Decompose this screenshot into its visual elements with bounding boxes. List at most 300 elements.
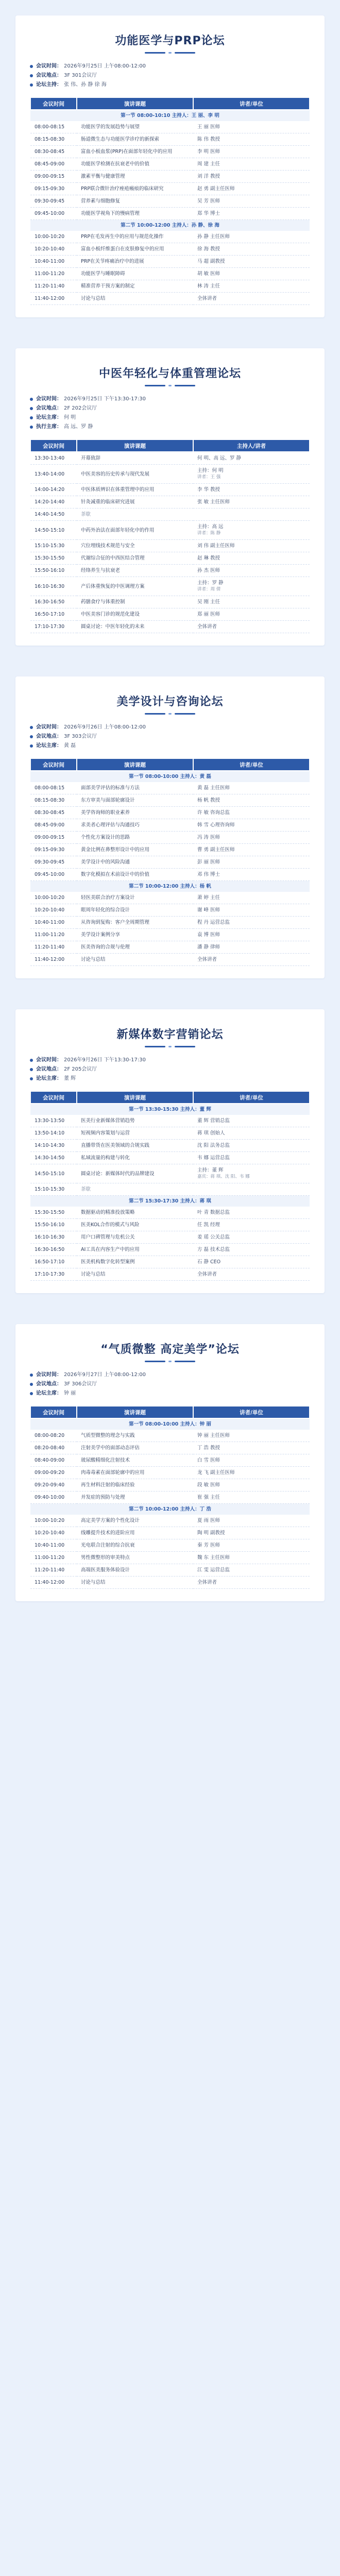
time-cell: 14:40-14:50 <box>30 509 77 521</box>
time-cell: 10:20-10:40 <box>30 243 77 256</box>
table-row <box>30 133 310 146</box>
speaker-cell: 谢 峰 医师 <box>193 904 310 917</box>
topic-cell: 产后体重恢复的中医调理方案 <box>77 577 193 596</box>
speaker-cell: 徐 海 教授 <box>193 243 310 256</box>
time-cell: 08:30-08:45 <box>30 146 77 158</box>
speaker-cell: 龙 飞 副主任医师 <box>193 1467 310 1479</box>
meta-row <box>30 1370 310 1380</box>
speaker-cell: 丁 浩 教授 <box>193 1442 310 1454</box>
table-row <box>30 208 310 220</box>
meta-key: 会议地点： <box>36 1066 62 1072</box>
time-cell: 15:50-16:10 <box>30 1219 77 1231</box>
time-cell: 10:40-11:00 <box>30 917 77 929</box>
time-cell: 11:20-11:40 <box>30 280 77 293</box>
meta-value: 2026年9月25日 上午08:00-12:00 <box>64 63 146 69</box>
speaker-cell: 主持：罗 静 讲者：周 倩 <box>193 577 310 596</box>
speaker-cell: 胡 敏 医师 <box>193 268 310 280</box>
meta-key: 会议时间： <box>36 1372 62 1378</box>
topic-cell: AI工具在内容生产中的应用 <box>77 1244 193 1256</box>
session-label: 第二节 15:30-17:30 主持人：蒋 琪 <box>30 1196 310 1207</box>
table-row <box>30 608 310 621</box>
topic-cell: 再生材料注射的临床经验 <box>77 1479 193 1492</box>
time-cell: 17:10-17:30 <box>30 1268 77 1281</box>
table-header: 会议时间 <box>30 1091 77 1104</box>
table-row <box>30 496 310 509</box>
topic-cell: 圆桌讨论：中医年轻化的未来 <box>77 621 193 633</box>
table-row <box>30 577 310 596</box>
topic-cell: 并发症的预防与处理 <box>77 1492 193 1504</box>
topic-cell: 男性微整形的审美特点 <box>77 1552 193 1564</box>
meta-row <box>30 1074 310 1083</box>
table-row <box>30 158 310 171</box>
table-row <box>30 1430 310 1442</box>
table-row <box>30 807 310 819</box>
meta-key: 会议地点： <box>36 734 62 739</box>
topic-cell: PRP在关节疼痛治疗中的进展 <box>77 256 193 268</box>
meta-value: 3F 303会议厅 <box>64 734 97 739</box>
topic-cell: 肠道微生态与功能医学诊疗的新探索 <box>77 133 193 146</box>
table-row <box>30 954 310 966</box>
time-cell: 16:30-16:50 <box>30 596 77 608</box>
topic-cell: 富血小板纤维蛋白在皮肤修复中的应用 <box>77 243 193 256</box>
topic-cell: 黄金比例在鼻整形设计中的应用 <box>77 844 193 856</box>
table-row <box>30 819 310 832</box>
time-cell: 13:50-14:10 <box>30 1127 77 1140</box>
time-cell: 16:10-16:30 <box>30 577 77 596</box>
meta-value: 2026年9月25日 下午13:30-17:30 <box>64 396 146 402</box>
table-header: 会议时间 <box>30 1406 77 1418</box>
topic-cell: 讨论与总结 <box>77 293 193 305</box>
meta-row <box>30 404 310 413</box>
meta-key: 论坛主席： <box>36 743 62 749</box>
table-row <box>30 782 310 794</box>
speaker-cell: 韩 雪 心理咨询师 <box>193 819 310 832</box>
table-row <box>30 146 310 158</box>
topic-cell: 中医美容门诊的规范化建设 <box>77 608 193 621</box>
topic-cell: 私域流量的构建与转化 <box>77 1152 193 1164</box>
topic-cell: 注射美学中的面部动态评估 <box>77 1442 193 1454</box>
table-header: 讲者/单位 <box>193 1091 310 1104</box>
bullet-icon <box>30 1392 33 1395</box>
speaker-cell: 方 磊 技术总监 <box>193 1244 310 1256</box>
meta-value: 张 伟、孙 静 徐 海 <box>64 82 107 88</box>
speaker-cell: 董 辉 营销总监 <box>193 1115 310 1127</box>
speaker-cell: 张 敏 主任医师 <box>193 496 310 509</box>
meta-row <box>30 80 310 90</box>
forum-title: 新媒体数字营销论坛 <box>116 1028 224 1041</box>
forum-title: “气质微整 高定美学”论坛 <box>100 1343 240 1356</box>
topic-cell: 茶歇 <box>77 1183 193 1196</box>
bullet-icon <box>30 1068 33 1071</box>
table-row <box>30 1183 310 1196</box>
meta-value: 3F 306会议厅 <box>64 1381 97 1387</box>
table-row <box>30 552 310 565</box>
time-cell: 08:30-08:45 <box>30 807 77 819</box>
topic-cell: 功能医学视角下的慢病管理 <box>77 208 193 220</box>
table-row <box>30 929 310 941</box>
speaker-cell: 姜 瑶 公关总监 <box>193 1231 310 1244</box>
time-cell: 11:00-11:20 <box>30 268 77 280</box>
forum-section <box>15 1324 325 1601</box>
time-cell: 14:50-15:10 <box>30 1164 77 1183</box>
topic-cell: 线雕提升技术的进阶应用 <box>77 1527 193 1539</box>
topic-cell: 气质型微整的理念与实践 <box>77 1430 193 1442</box>
topic-cell: 精准营养干预方案的制定 <box>77 280 193 293</box>
session-row <box>30 1196 310 1207</box>
table-header: 讲者/单位 <box>193 1406 310 1418</box>
topic-cell: 数据驱动的精准投放策略 <box>77 1207 193 1219</box>
meta-value: 高 远、罗 静 <box>64 424 93 430</box>
topic-cell: 医美咨询的合规与伦理 <box>77 941 193 954</box>
time-cell: 09:45-10:00 <box>30 869 77 881</box>
meta-row <box>30 1056 310 1065</box>
time-cell: 16:50-17:10 <box>30 1256 77 1268</box>
time-cell: 09:00-09:15 <box>30 832 77 844</box>
time-cell: 10:40-11:00 <box>30 1539 77 1552</box>
speaker-cell: 陈 伟 教授 <box>193 133 310 146</box>
table-row <box>30 1231 310 1244</box>
table-row <box>30 280 310 293</box>
time-cell: 09:20-09:40 <box>30 1479 77 1492</box>
table-row <box>30 565 310 577</box>
time-cell: 08:40-09:00 <box>30 1454 77 1467</box>
table-row <box>30 1268 310 1281</box>
time-cell: 09:45-10:00 <box>30 208 77 220</box>
session-label: 第一节 13:30-15:30 主持人：董 辉 <box>30 1104 310 1115</box>
topic-cell: 营养素与细胞修复 <box>77 195 193 208</box>
speaker-cell: 任 凯 经理 <box>193 1219 310 1231</box>
forum-meta <box>30 723 310 751</box>
meta-key: 会议地点： <box>36 1381 62 1387</box>
forum-section <box>15 348 325 646</box>
table-row <box>30 465 310 484</box>
time-cell: 10:00-10:20 <box>30 1515 77 1527</box>
speaker-cell: 马 超 副教授 <box>193 256 310 268</box>
speaker-cell: 彭 丽 医师 <box>193 856 310 869</box>
session-label: 第二节 10:00-12:00 主持人：杨 帆 <box>30 881 310 892</box>
time-cell: 15:30-15:50 <box>30 552 77 565</box>
speaker-cell: 主持：何 明 讲者：王 强 <box>193 465 310 484</box>
time-cell: 11:40-12:00 <box>30 293 77 305</box>
forum-section <box>15 15 325 317</box>
topic-cell: 用户口碑管理与危机公关 <box>77 1231 193 1244</box>
topic-cell: 中医美容的历史传承与现代发展 <box>77 465 193 484</box>
meta-row <box>30 71 310 80</box>
meta-key: 论坛主席： <box>36 1391 62 1396</box>
speaker-cell: 全体讲者 <box>193 621 310 633</box>
topic-cell: PRP联合微针治疗痤疮瘢痕的临床研究 <box>77 183 193 195</box>
speaker-cell: 孙 杰 医师 <box>193 565 310 577</box>
forum-title: 中医年轻化与体重管理论坛 <box>98 367 241 380</box>
forum-meta <box>30 62 310 90</box>
time-cell: 08:00-08:15 <box>30 121 77 133</box>
topic-cell: 功能医学检测在抗衰老中的价值 <box>77 158 193 171</box>
topic-cell: 经络养生与抗衰老 <box>77 565 193 577</box>
table-header: 讲者/单位 <box>193 97 310 110</box>
meta-value: 钟 丽 <box>64 1391 76 1396</box>
table-row <box>30 1527 310 1539</box>
speaker-cell: 许 敏 咨询总监 <box>193 807 310 819</box>
table-row <box>30 869 310 881</box>
topic-cell: 眼周年轻化的综合设计 <box>77 904 193 917</box>
time-cell: 11:20-11:40 <box>30 941 77 954</box>
speaker-cell: 赵 琳 教授 <box>193 552 310 565</box>
speaker-cell: 全体讲者 <box>193 293 310 305</box>
topic-cell: 医美KOL合作的模式与风险 <box>77 1219 193 1231</box>
speaker-cell: 主持：高 远 讲者：陈 静 <box>193 521 310 540</box>
forum-meta <box>30 395 310 432</box>
bullet-icon <box>30 83 33 87</box>
table-header: 会议时间 <box>30 97 77 110</box>
speaker-cell: 何 明、高 远、罗 静 <box>193 452 310 465</box>
session-label: 第一节 08:00-10:10 主持人：王 丽、李 明 <box>30 110 310 121</box>
bullet-icon <box>30 1383 33 1386</box>
meta-key: 论坛主席： <box>36 415 62 420</box>
topic-cell: 面部美学评估的标准与方法 <box>77 782 193 794</box>
speaker-cell: 周 建 主任 <box>193 158 310 171</box>
table-row <box>30 1152 310 1164</box>
topic-cell: 个性化方案设计的思路 <box>77 832 193 844</box>
session-label: 第一节 08:00-10:00 主持人：钟 丽 <box>30 1418 310 1430</box>
table-row <box>30 1479 310 1492</box>
topic-cell: 功能医学的发展趋势与展望 <box>77 121 193 133</box>
agenda-table <box>30 758 310 966</box>
table-row <box>30 1492 310 1504</box>
time-cell: 10:40-11:00 <box>30 256 77 268</box>
time-cell: 08:00-08:15 <box>30 782 77 794</box>
time-cell: 15:10-15:30 <box>30 540 77 552</box>
meta-key: 会议时间： <box>36 63 62 69</box>
time-cell: 15:30-15:50 <box>30 1207 77 1219</box>
topic-cell: 短视频内容策划与运营 <box>77 1127 193 1140</box>
speaker-cell: 蒋 琪 创始人 <box>193 1127 310 1140</box>
time-cell: 08:45-09:00 <box>30 819 77 832</box>
forum-meta <box>30 1056 310 1083</box>
time-cell: 15:10-15:30 <box>30 1183 77 1196</box>
speaker-cell: 赵 勇 副主任医师 <box>193 183 310 195</box>
time-cell: 08:20-08:40 <box>30 1442 77 1454</box>
speaker-cell: 邓 伟 博士 <box>193 869 310 881</box>
time-cell: 09:40-10:00 <box>30 1492 77 1504</box>
topic-cell: 针灸减重的临床研究进展 <box>77 496 193 509</box>
topic-cell: 圆桌讨论：新媒体时代的品牌建设 <box>77 1164 193 1183</box>
topic-cell: 从咨询到复购：客户全周期管理 <box>77 917 193 929</box>
table-row <box>30 452 310 465</box>
table-row <box>30 904 310 917</box>
session-row <box>30 220 310 231</box>
table-row <box>30 1564 310 1577</box>
agenda-table <box>30 439 310 633</box>
time-cell: 10:00-10:20 <box>30 231 77 243</box>
speaker-cell <box>193 509 310 521</box>
topic-cell: 富血小板血浆(PRP)在面部年轻化中的应用 <box>77 146 193 158</box>
time-cell: 16:50-17:10 <box>30 608 77 621</box>
bullet-icon <box>30 416 33 419</box>
speaker-cell: 全体讲者 <box>193 954 310 966</box>
table-row <box>30 856 310 869</box>
meta-value: 黄 磊 <box>64 743 76 749</box>
time-cell: 13:30-13:50 <box>30 1115 77 1127</box>
bullet-icon <box>30 407 33 410</box>
table-row <box>30 844 310 856</box>
topic-cell: 讨论与总结 <box>77 954 193 966</box>
table-row <box>30 183 310 195</box>
table-row <box>30 1515 310 1527</box>
meta-value: 2F 205会议厅 <box>64 1066 97 1072</box>
time-cell: 09:30-09:45 <box>30 856 77 869</box>
bullet-icon <box>30 65 33 68</box>
topic-cell: PRP在毛发再生中的应用与规范化操作 <box>77 231 193 243</box>
speaker-cell: 孙 静 主任医师 <box>193 231 310 243</box>
bullet-icon <box>30 74 33 77</box>
table-row <box>30 596 310 608</box>
topic-cell: 激素平衡与健康管理 <box>77 171 193 183</box>
topic-cell: 美学设计案例分享 <box>77 929 193 941</box>
time-cell: 16:10-16:30 <box>30 1231 77 1244</box>
bullet-icon <box>30 744 33 748</box>
speaker-cell: 杨 帆 教授 <box>193 794 310 807</box>
meta-key: 执行主席： <box>36 424 62 430</box>
time-cell: 14:10-14:30 <box>30 1140 77 1152</box>
meta-row <box>30 1380 310 1389</box>
meta-key: 论坛主持： <box>36 82 62 88</box>
table-row <box>30 794 310 807</box>
meta-key: 会议地点： <box>36 73 62 78</box>
bullet-icon <box>30 426 33 429</box>
topic-cell: 中医体质辨识在体重管理中的应用 <box>77 484 193 496</box>
time-cell: 14:50-15:10 <box>30 521 77 540</box>
topic-cell: 求美者心理评估与沟通技巧 <box>77 819 193 832</box>
speaker-cell: 段 敏 医师 <box>193 1479 310 1492</box>
time-cell: 11:40-12:00 <box>30 1577 77 1589</box>
topic-cell: 讨论与总结 <box>77 1268 193 1281</box>
title-divider <box>30 385 310 386</box>
time-cell: 14:20-14:40 <box>30 496 77 509</box>
table-row <box>30 484 310 496</box>
meta-value: 3F 301会议厅 <box>64 73 97 78</box>
speaker-cell: 林 涛 主任 <box>193 280 310 293</box>
speaker-cell: 钟 丽 主任医师 <box>193 1430 310 1442</box>
agenda-table <box>30 1091 310 1281</box>
topic-cell: 穴位埋线技术规范与安全 <box>77 540 193 552</box>
time-cell: 10:00-10:20 <box>30 892 77 904</box>
time-cell: 09:00-09:15 <box>30 171 77 183</box>
time-cell: 10:20-10:40 <box>30 1527 77 1539</box>
speaker-cell: 白 雪 医师 <box>193 1454 310 1467</box>
topic-cell: 肉毒毒素在面部轮廓中的应用 <box>77 1467 193 1479</box>
speaker-cell: 主持：董 辉 嘉宾：蒋 琪、沈 阳、韦 娜 <box>193 1164 310 1183</box>
table-row <box>30 1577 310 1589</box>
session-row <box>30 881 310 892</box>
topic-cell: 光电联合注射的综合抗衰 <box>77 1539 193 1552</box>
title-divider <box>30 713 310 715</box>
speaker-cell: 李 华 教授 <box>193 484 310 496</box>
bullet-icon <box>30 398 33 401</box>
session-row <box>30 1104 310 1115</box>
table-header: 演讲课题 <box>77 439 193 452</box>
table-row <box>30 1219 310 1231</box>
meta-row <box>30 1389 310 1398</box>
table-row <box>30 256 310 268</box>
table-row <box>30 540 310 552</box>
time-cell: 08:45-09:00 <box>30 158 77 171</box>
table-row <box>30 1244 310 1256</box>
table-row <box>30 917 310 929</box>
time-cell: 11:00-11:20 <box>30 929 77 941</box>
speaker-cell: 刘 伟 副主任医师 <box>193 540 310 552</box>
meta-row <box>30 62 310 71</box>
table-header: 会议时间 <box>30 439 77 452</box>
forum-section <box>15 676 325 978</box>
agenda-table <box>30 97 310 305</box>
table-row <box>30 621 310 633</box>
topic-cell: 美学设计中的风险沟通 <box>77 856 193 869</box>
speaker-cell: 李 明 医师 <box>193 146 310 158</box>
table-header: 演讲课题 <box>77 97 193 110</box>
speaker-cell: 全体讲者 <box>193 1268 310 1281</box>
time-cell: 16:30-16:50 <box>30 1244 77 1256</box>
speaker-cell: 萧 婷 主任 <box>193 892 310 904</box>
topic-cell: 东方审美与面部轮廓设计 <box>77 794 193 807</box>
forum-section <box>15 1009 325 1293</box>
table-header: 主持人/讲者 <box>193 439 310 452</box>
time-cell: 13:40-14:00 <box>30 465 77 484</box>
meta-row <box>30 395 310 404</box>
topic-cell: 讨论与总结 <box>77 1577 193 1589</box>
table-row <box>30 1454 310 1467</box>
session-row <box>30 771 310 782</box>
speaker-cell: 郑 丽 医师 <box>193 608 310 621</box>
agenda-table <box>30 1405 310 1589</box>
speaker-cell: 程 丹 运营总监 <box>193 917 310 929</box>
speaker-cell: 陶 明 副教授 <box>193 1527 310 1539</box>
topic-cell: 轻医美联合治疗方案设计 <box>77 892 193 904</box>
meta-row <box>30 422 310 432</box>
meta-value: 董 辉 <box>64 1076 76 1081</box>
time-cell: 10:20-10:40 <box>30 904 77 917</box>
time-cell: 09:15-09:30 <box>30 844 77 856</box>
session-label: 第二节 10:00-12:00 主持人：丁 浩 <box>30 1504 310 1515</box>
speaker-cell: 郑 华 博士 <box>193 208 310 220</box>
meta-row <box>30 1065 310 1074</box>
meta-value: 2F 202会议厅 <box>64 405 97 411</box>
forum-meta <box>30 1370 310 1398</box>
table-row <box>30 1140 310 1152</box>
session-row <box>30 1504 310 1515</box>
table-row <box>30 195 310 208</box>
topic-cell: 医美机构数字化转型案例 <box>77 1256 193 1268</box>
session-row <box>30 1418 310 1430</box>
meta-key: 论坛主席： <box>36 1076 62 1081</box>
speaker-cell: 冯 涛 医师 <box>193 832 310 844</box>
table-row <box>30 1115 310 1127</box>
session-row <box>30 110 310 121</box>
title-divider <box>30 1361 310 1362</box>
table-row <box>30 1207 310 1219</box>
topic-cell: 高端医美服务体验设计 <box>77 1564 193 1577</box>
table-row <box>30 832 310 844</box>
bullet-icon <box>30 1374 33 1377</box>
topic-cell: 高定美学方案的个性化设计 <box>77 1515 193 1527</box>
table-row <box>30 1442 310 1454</box>
meta-row <box>30 732 310 741</box>
table-row <box>30 293 310 305</box>
speaker-cell: 沈 阳 法务总监 <box>193 1140 310 1152</box>
table-row <box>30 243 310 256</box>
topic-cell: 玻尿酸精细化注射技术 <box>77 1454 193 1467</box>
topic-cell: 开幕致辞 <box>77 452 193 465</box>
table-header: 演讲课题 <box>77 1091 193 1104</box>
